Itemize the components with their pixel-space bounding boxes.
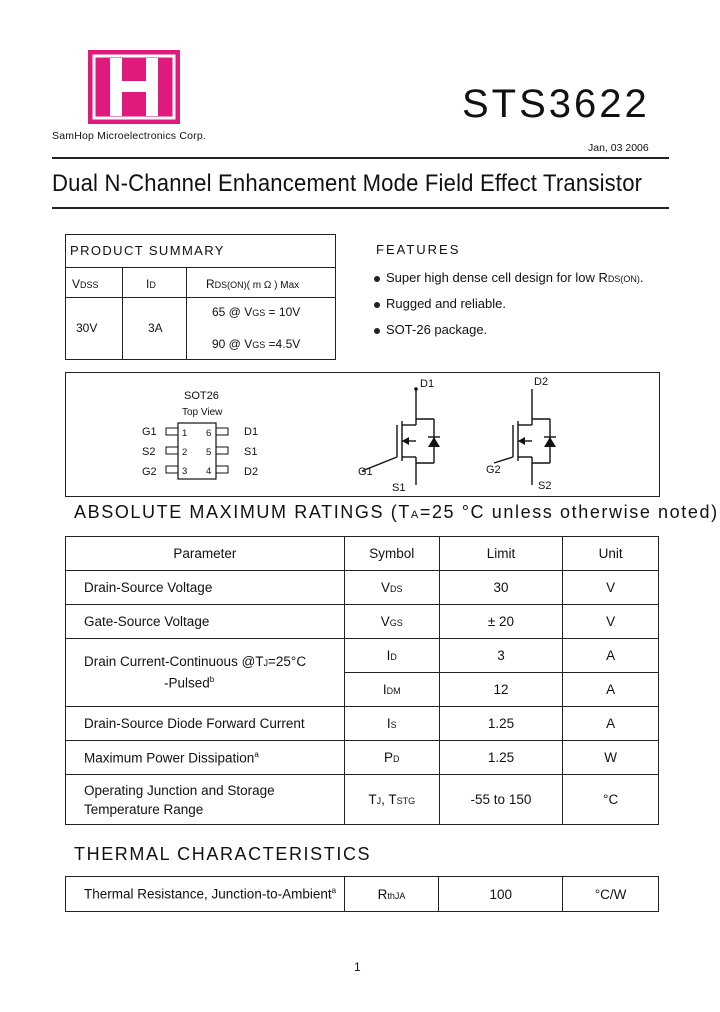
company-name: SamHop Microelectronics Corp. [52,130,207,142]
fet2-gate-label: G2 [486,464,501,476]
pin-label: G2 [142,466,157,478]
fet1-drain-label: D1 [420,378,435,390]
col-symbol: Symbol [344,537,439,571]
table-row: Thermal Resistance, Junction-to-Ambient$^a$ RthJA 100 °C/W [66,877,659,912]
bullet-icon [374,276,380,282]
svg-text:1: 1 [182,428,188,439]
abs-max-table [65,536,659,825]
id-value: 3A [148,321,163,335]
fet1-source-label: S1 [392,482,406,494]
doc-date: Jan, 03 2006 [588,142,649,154]
mosfet-2-symbol [494,389,550,485]
pin-label: D2 [244,466,259,478]
pinout-diagram-box [65,372,660,497]
mosfet-1-symbol [362,389,434,485]
fet1-gate-label: G1 [358,466,373,478]
product-summary-heading: PRODUCT SUMMARY [66,235,335,268]
package-label: SOT26 [184,390,219,402]
title-rule [52,207,669,209]
part-number: STS3622 [462,82,650,126]
svg-text:6: 6 [206,428,212,439]
header-rule [52,157,669,159]
col-parameter: Parameter [66,537,345,571]
table-row: Drain-Source Diode Forward Current IS 1.25 A [66,707,659,741]
rds-value-1: 65 @ VGS = 10V [212,305,301,319]
pin-label: S2 [142,446,156,458]
feature-item: SOT-26 package. [374,322,487,337]
samhop-logo [88,50,180,124]
pin-label: G1 [142,426,157,438]
thermal-table [65,876,659,912]
fet2-drain-label: D2 [534,376,549,388]
svg-text:5: 5 [206,447,212,458]
product-summary-table [65,234,336,360]
doc-title: Dual N-Channel Enhancement Mode Field Effect Transistor [52,170,643,197]
pin-label: S1 [244,446,258,458]
table-row: Drain-Source Voltage VDS 30 V [66,571,659,605]
table-header-row [66,537,659,571]
abs-max-heading: ABSOLUTE MAXIMUM RATINGS (TA=25 °C unless otherwise noted) [74,502,719,522]
pinout-schematic [66,373,659,496]
col-id: ID [146,277,156,291]
col-vdss: VDSS [72,277,99,291]
feature-item: Rugged and reliable. [374,296,506,311]
table-row: Maximum Power Dissipation$^a$ PD 1.25 W [66,741,659,775]
svg-text:3: 3 [182,466,188,477]
features-heading: FEATURES [376,242,461,257]
view-label: Top View [182,407,223,418]
col-unit: Unit [563,537,659,571]
table-row: Gate-Source Voltage VGS ± 20 V [66,605,659,639]
vdss-value: 30V [76,321,98,335]
feature-item: Super high dense cell design for low RDS(ON). [374,270,643,285]
bullet-icon [374,302,380,308]
page-number: 1 [354,960,361,974]
table-row: Operating Junction and Storage Temperature Range TJ, TSTG -55 to 150 °C [66,775,659,825]
table-row: IDM 12 A [66,673,659,707]
fet2-source-label: S2 [538,480,552,492]
col-rds: RDS(ON)( m Ω ) Max [206,277,300,291]
pin-label: D1 [244,426,259,438]
svg-text:4: 4 [206,466,212,477]
table-row: Drain Current-Continuous @TJ=25°C -Pulsed$^b$ ID 3 A [66,639,659,673]
svg-text:2: 2 [182,447,188,458]
thermal-heading: THERMAL CHARACTERISTICS [74,844,372,864]
col-limit: Limit [439,537,563,571]
bullet-icon [374,328,380,334]
rds-value-2: 90 @ VGS =4.5V [212,337,301,351]
